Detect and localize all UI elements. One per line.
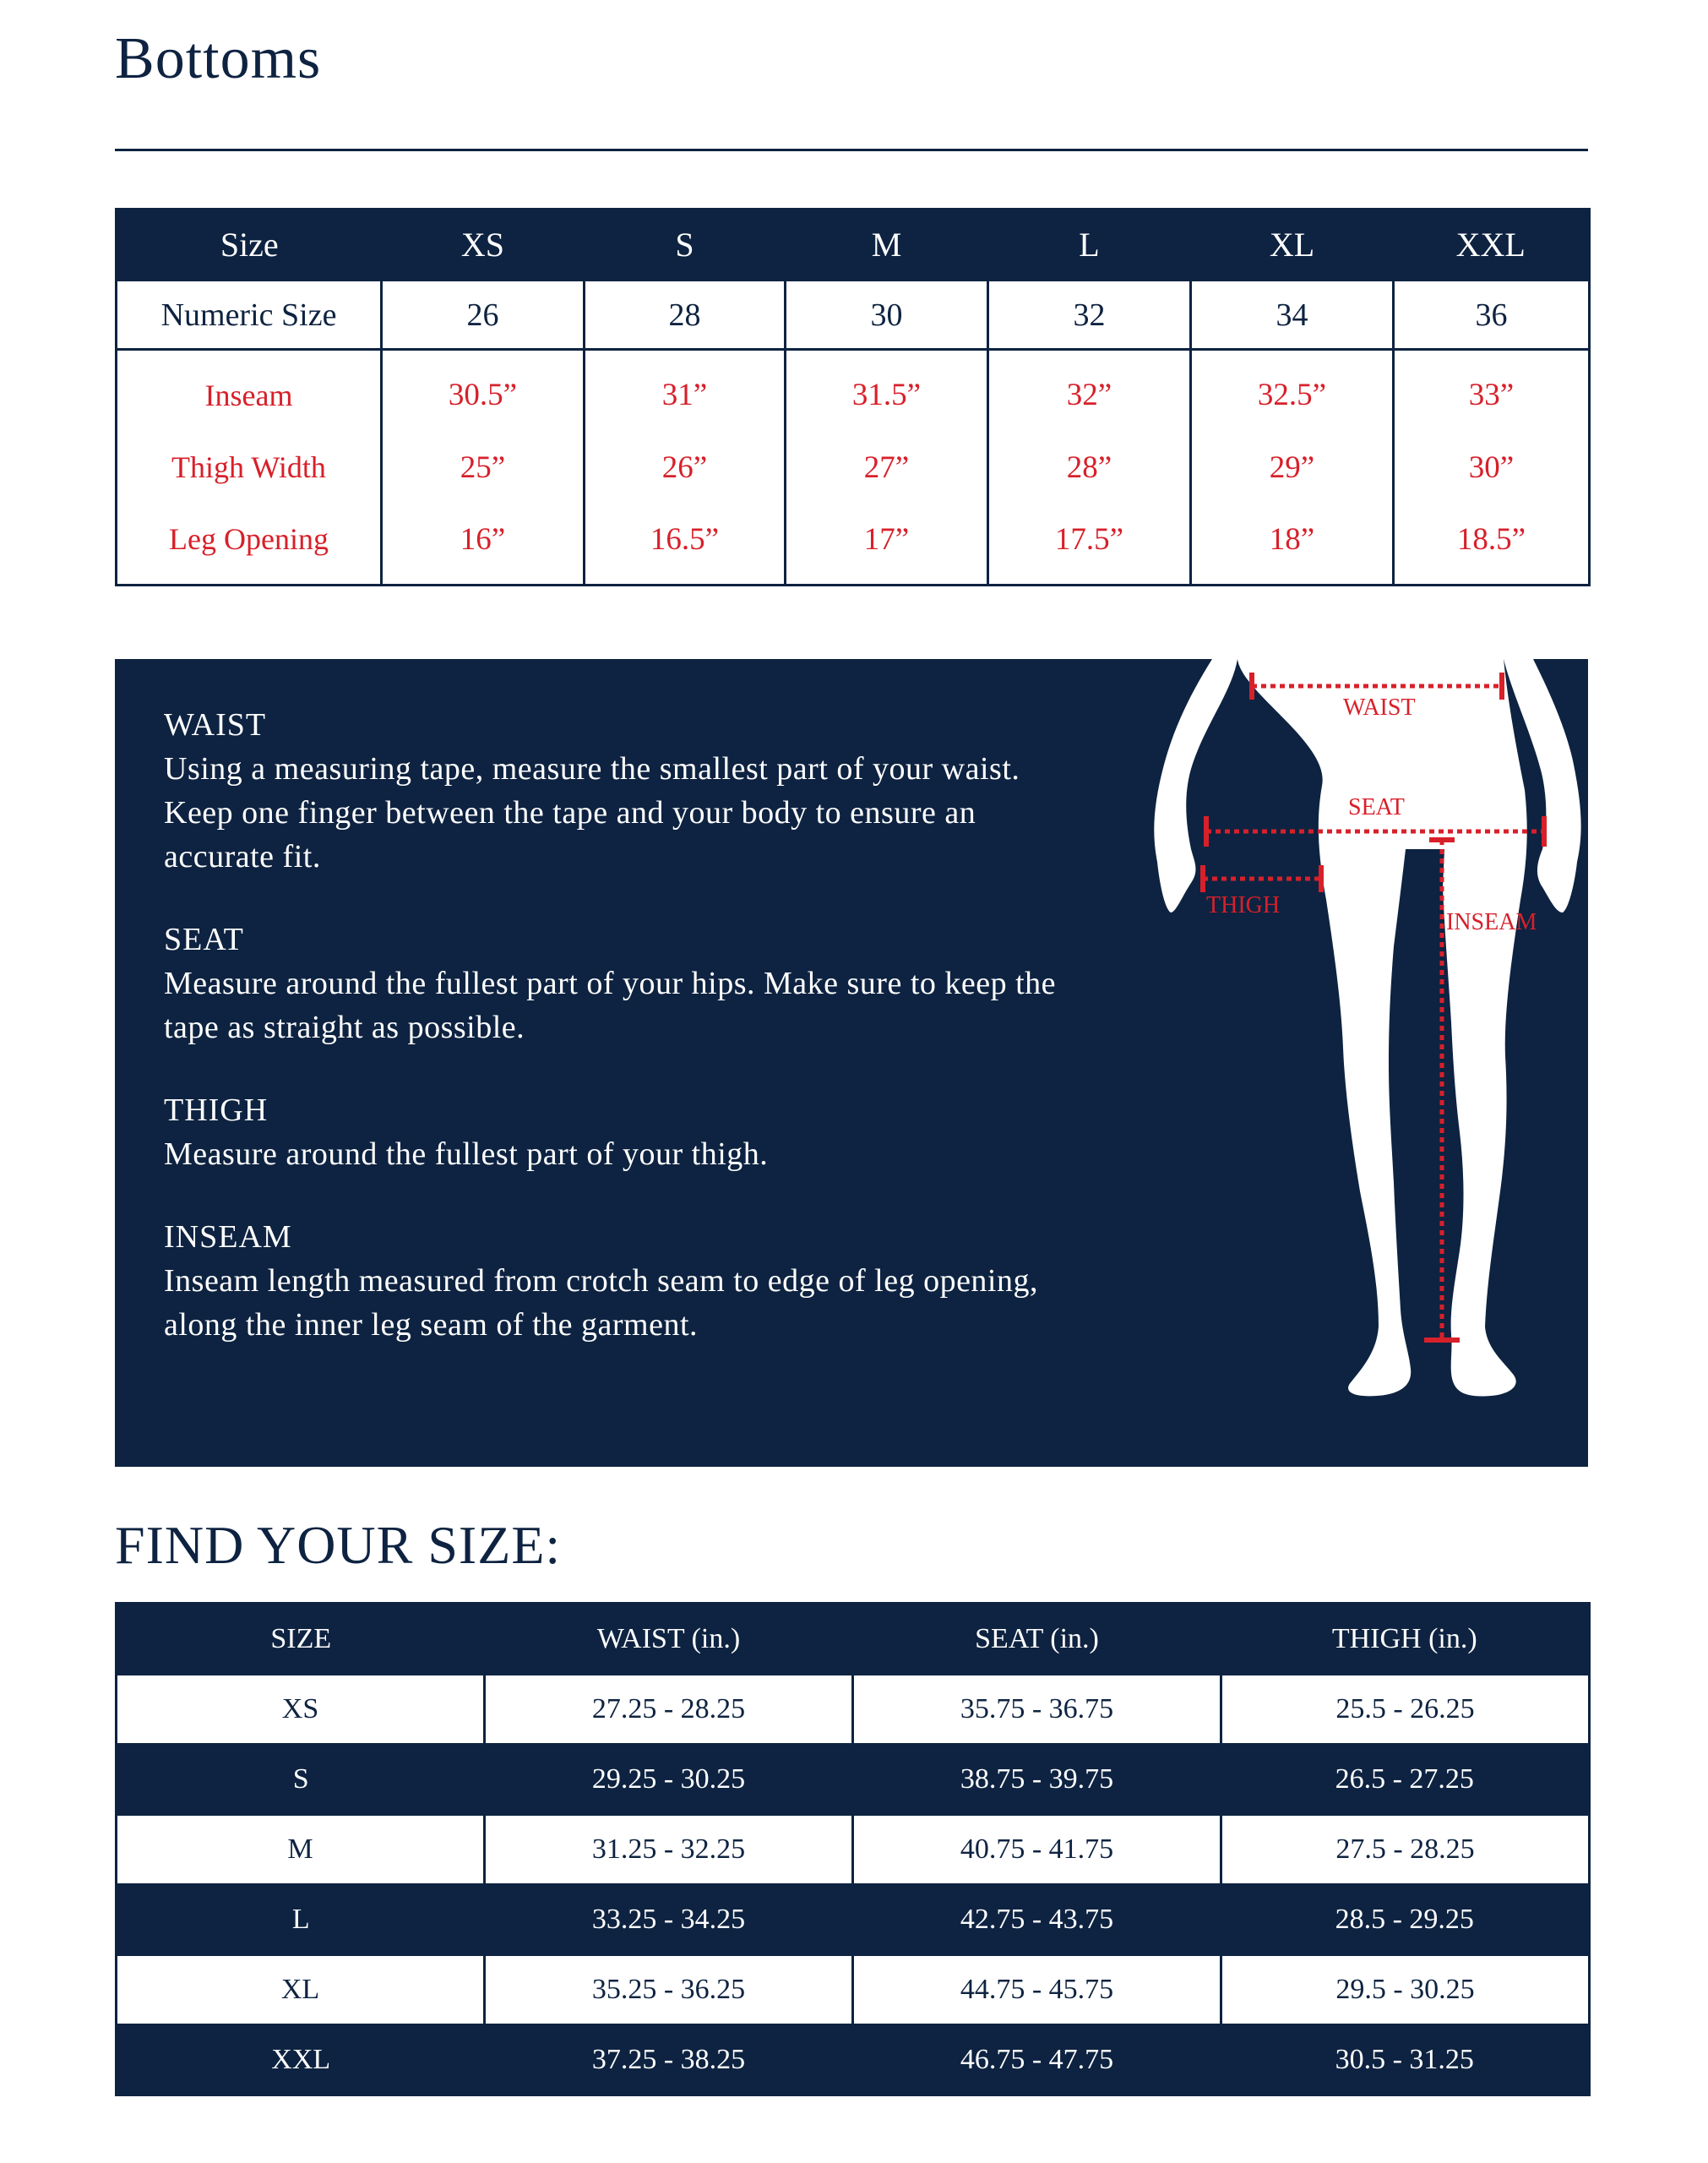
header-cell: L [988,210,1191,281]
column-header: WAIST (in.) [485,1604,853,1675]
header-cell: XS [382,210,585,281]
guide-heading: SEAT [164,922,244,957]
table-cell: 17.5” [988,507,1191,586]
table-cell: 18” [1191,507,1394,586]
column-header: SEAT (in.) [853,1604,1221,1675]
table-cell: L [117,1885,485,1955]
thigh-width-row [117,428,1590,507]
body-silhouette [1237,659,1527,1396]
table-cell: 35.75 - 36.75 [853,1675,1221,1745]
table-cell: 32” [988,350,1191,428]
table-cell: 28” [988,428,1191,507]
guide-heading: THIGH [164,1092,269,1128]
table-row [117,1815,1590,1885]
table-cell: 30” [1394,428,1590,507]
size-table [115,208,1591,586]
column-header: THIGH (in.) [1221,1604,1590,1675]
find-size-title: FIND YOUR SIZE: [115,1515,562,1575]
table-cell: 46.75 - 47.75 [853,2025,1221,2095]
guide-description: Measure around the fullest part of your thigh. [164,1136,769,1172]
column-header: SIZE [117,1604,485,1675]
header-cell: XXL [1394,210,1590,281]
waist-label: WAIST [1343,695,1416,721]
table-cell: 29.5 - 30.25 [1221,1955,1590,2025]
header-cell: XL [1191,210,1394,281]
table-cell: 27” [786,428,988,507]
table-cell: 25” [382,428,585,507]
table-cell: 30.5 - 31.25 [1221,2025,1590,2095]
table-row [117,1885,1590,1955]
row-label: Thigh Width [117,428,382,507]
table-cell: 27.5 - 28.25 [1221,1815,1590,1885]
table-cell: 28 [585,281,786,350]
table-cell: XXL [117,2025,485,2095]
table-row [117,2025,1590,2095]
table-cell: 31.25 - 32.25 [485,1815,853,1885]
thigh-measure-line [1203,865,1321,892]
table-cell: 34 [1191,281,1394,350]
table-cell: XL [117,1955,485,2025]
table-cell: 28.5 - 29.25 [1221,1885,1590,1955]
left-arm [1154,659,1237,913]
row-label: Leg Opening [117,507,382,586]
table-cell: 18.5” [1394,507,1590,586]
table-cell: 32 [988,281,1191,350]
table-cell: 38.75 - 39.75 [853,1745,1221,1815]
table-cell: 27.25 - 28.25 [485,1675,853,1745]
table-cell: 33” [1394,350,1590,428]
thigh-label: THIGH [1206,892,1281,918]
table-cell: 33.25 - 34.25 [485,1885,853,1955]
leg-opening-row [117,507,1590,586]
table-cell: 30 [786,281,988,350]
table-cell: 31.5” [786,350,988,428]
guide-description: Inseam length measured from crotch seam to edge of leg opening, along the inner leg seam of the garment. [164,1263,1038,1343]
header-cell: Size [117,210,382,281]
table-cell: 30.5” [382,350,585,428]
table-cell: S [117,1745,485,1815]
measuring-guide-panel [115,659,1588,1467]
guide-heading: INSEAM [164,1219,292,1255]
seat-label: SEAT [1348,794,1405,820]
table-cell: XS [117,1675,485,1745]
numeric-size-row [117,281,1590,350]
find-size-header-row [117,1604,1590,1675]
table-cell: 17” [786,507,988,586]
row-label: Numeric Size [117,281,382,350]
table-cell: 42.75 - 43.75 [853,1885,1221,1955]
table-row [117,1745,1590,1815]
guide-section-seat [164,921,1076,1049]
guide-description: Measure around the fullest part of your hips. Make sure to keep the tape as straight as possible. [164,966,1057,1045]
table-row [117,1675,1590,1745]
table-cell: 37.25 - 38.25 [485,2025,853,2095]
guide-section-waist [164,706,1076,879]
size-header-row [117,210,1590,281]
table-cell: 26 [382,281,585,350]
table-cell: 44.75 - 45.75 [853,1955,1221,2025]
inseam-row [117,350,1590,428]
table-cell: 36 [1394,281,1590,350]
table-row [117,1955,1590,2025]
header-cell: S [585,210,786,281]
table-cell: 16” [382,507,585,586]
table-cell: 16.5” [585,507,786,586]
header-cell: M [786,210,988,281]
table-cell: 29” [1191,428,1394,507]
page-title: Bottoms [115,26,322,91]
table-cell: 25.5 - 26.25 [1221,1675,1590,1745]
table-cell: 35.25 - 36.25 [485,1955,853,2025]
guide-section-inseam [164,1218,1076,1347]
guide-text [164,706,1076,1389]
table-cell: M [117,1815,485,1885]
body-silhouette-illustration [1064,659,1588,1467]
table-cell: 32.5” [1191,350,1394,428]
guide-section-thigh [164,1092,1076,1176]
find-size-table [115,1602,1591,2096]
table-cell: 40.75 - 41.75 [853,1815,1221,1885]
table-cell: 31” [585,350,786,428]
inseam-label: INSEAM [1446,909,1537,935]
table-cell: 26.5 - 27.25 [1221,1745,1590,1815]
table-cell: 29.25 - 30.25 [485,1745,853,1815]
body-measurement-figure [1064,659,1588,1467]
guide-heading: WAIST [164,707,267,743]
row-label: Inseam [117,350,382,428]
table-cell: 26” [585,428,786,507]
title-divider [115,149,1588,151]
guide-description: Using a measuring tape, measure the smallest part of your waist. Keep one finger between the tape and your body to ensure an accurate fit. [164,751,1020,874]
